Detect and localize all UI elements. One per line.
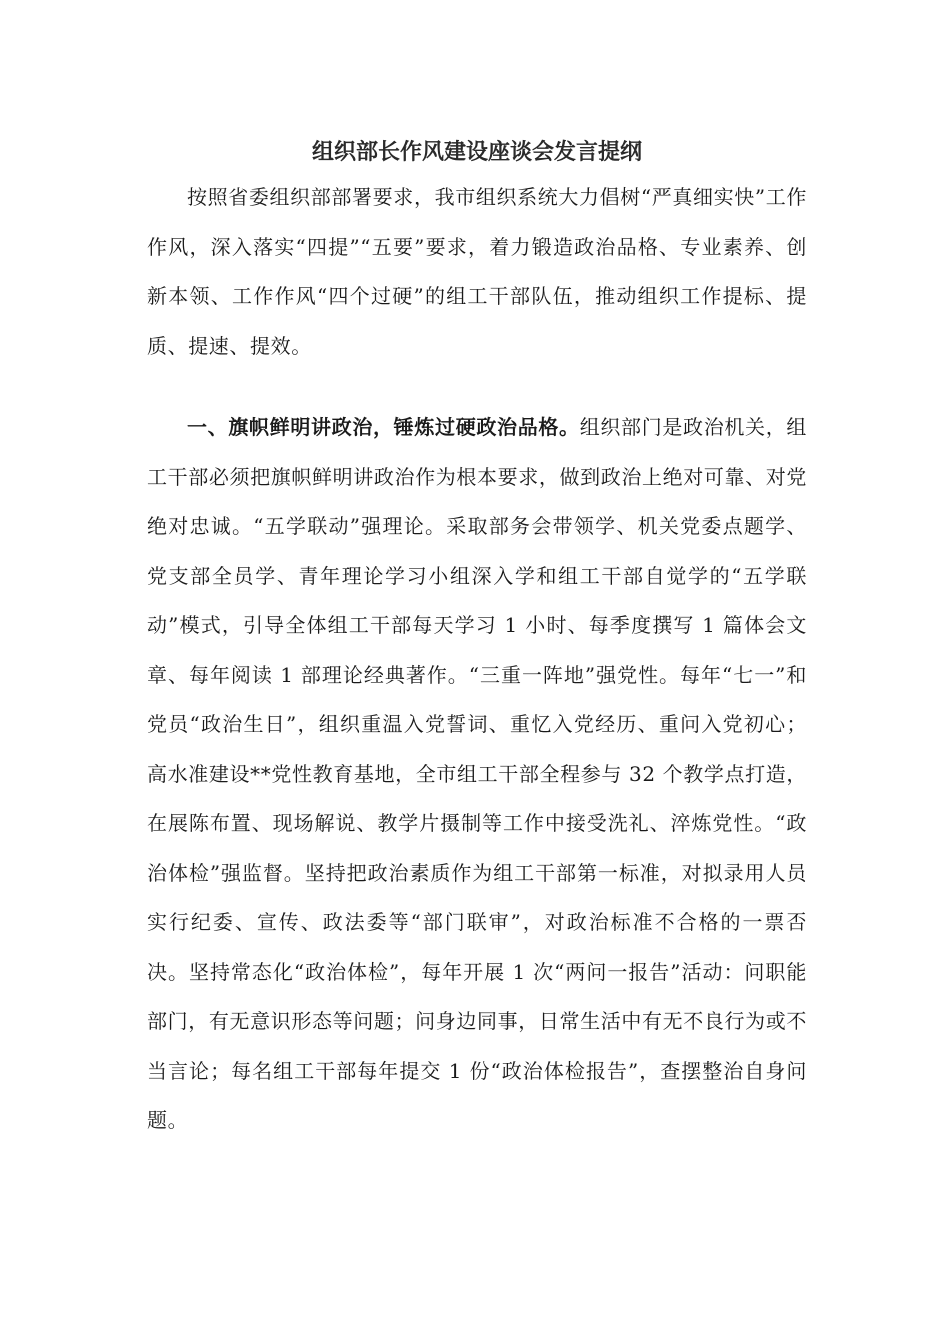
intro-paragraph: 按照省委组织部部署要求，我市组织系统大力倡树“严真细实快”工作作风，深入落实“四提”“五要”要求，着力锻造政治品格、专业素养、创新本领、工作作风“四个过硬”的组工干部队伍，推动组织工作提标、提质、提速、提效。 [147,185,807,358]
document-title: 组织部长作风建设座谈会发言提纲 [311,140,642,165]
section-1-heading: 一、旗帜鲜明讲政治，锤炼过硬政治品格。 [187,415,580,439]
section-1-body: 组织部门是政治机关，组工干部必须把旗帜鲜明讲政治作为根本要求，做到政治上绝对可靠、对党绝对忠诚。“五学联动”强理论。采取部务会带领学、机关党委点题学、党支部全员学、青年理论学习小组深入学和组工干部自觉学的“五学联动”模式，引导全体组工干部每天学习 1 小时、每季度撰写 1 篇体会文章、每年阅读 1 部理论经典著作。“三重一阵地”强党性。每年“七一”和党员“政治生日”，组织重温入党誓词、重忆入党经历、重问入党初心；高水准建设**党性教育基地，全市组工干部全程参与 32 个教学点打造，在展陈布置、现场解说、教学片摄制等工作中接受洗礼、淬炼党性。“政治体检”强监督。坚持把政治素质作为组工干部第一标准，对拟录用人员实行纪委、宣传、政法委等“部门联审”，对政治标准不合格的一票否决。坚持常态化“政治体检”，每年开展 1 次“两问一报告”活动：问职能部门，有无意识形态等问题；问身边同事，日常生活中有无不良行为或不当言论；每名组工干部每年提交 1 份“政治体检报告”，查摆整治自身问题。 [147,415,807,1132]
section-1-paragraph [147,403,807,1146]
